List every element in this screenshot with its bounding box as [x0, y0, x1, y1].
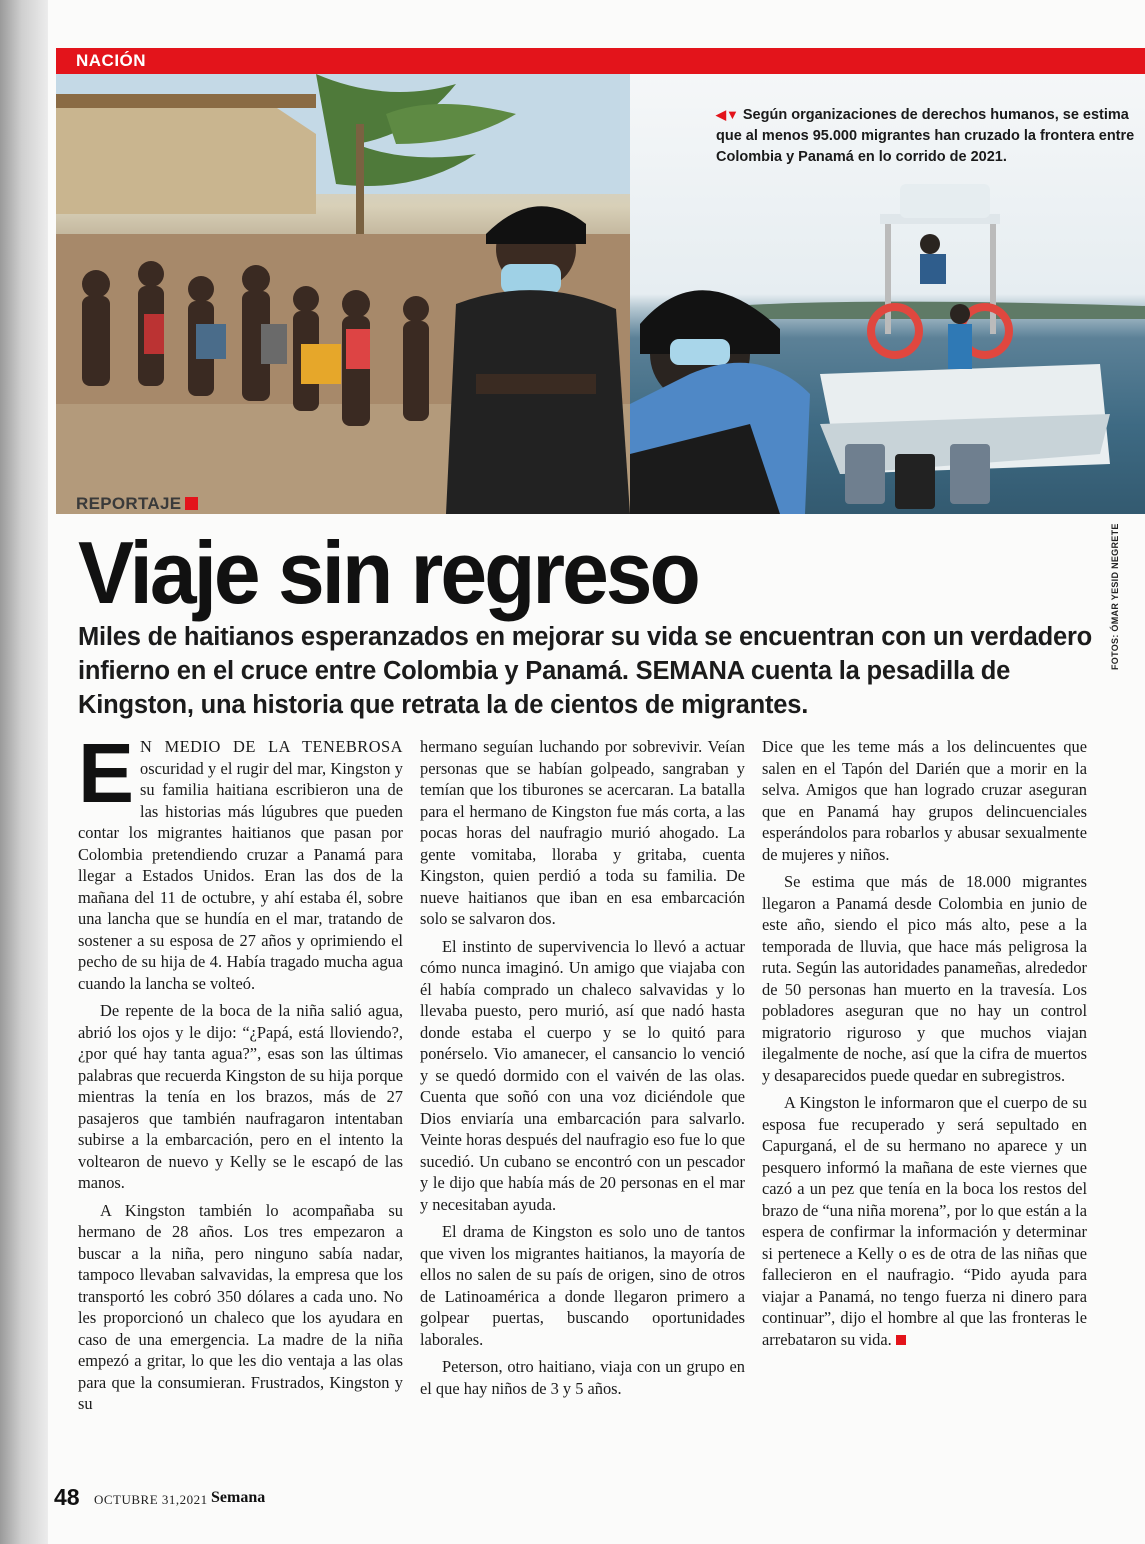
body-paragraph-5: El drama de Kingston es solo uno de tantos que viven los migrantes haitianos, la mayoría de ellos no salen de su país de origen, sino de otros de Latinoamérica a donde llegaron primero a golpear puertas, buscando oportunidades laborales. — [420, 1222, 745, 1349]
photo-caption — [716, 104, 1136, 168]
deck-subtitle: Miles de haitianos esperanzados en mejorar su vida se encuentran con un verdadero infierno en el cruce entre Colombia y Panamá. SEMANA cuenta la pesadilla de Kingston, una historia que retrata la de cientos de migrantes. — [78, 623, 1093, 719]
magazine-brand: Semana — [211, 1489, 266, 1506]
body-paragraph-7: Se estima que más de 18.000 migrantes llegaron a Panamá desde Colombia en junio de este año, siendo el pico más alto, pese a la temporada de lluvia, que hace más peligrosa la ruta. Según las autoridades panameñas, alrededor de 50 personas han muerto en la travesía. Los pobladores aseguran que no hay un control migratorio riguroso y que muchos viajan ilegalmente de noche, así que la cifra de muertos y desaparecidos puede quedar en subregistros. — [762, 872, 1087, 1085]
body-column-2 — [420, 736, 745, 1405]
body-paragraph-4: El instinto de supervivencia lo llevó a actuar cómo nunca imaginó. Un amigo que viajaba con él había comprado un chaleco salvavidas y lo llevaba puesto, pero murió, así que nadó hasta donde estaba el cuerpo y se lo quitó para ponérselo. Vio amanecer, el cansancio lo venció y se quedó dormido con el vaivén de las olas. Cuenta que soñó con una voz diciéndole que Dios enviaría una embarcación para salvarlo. Veinte horas después del naufragio eso fue lo que sucedió. Un cubano se encontró con un pescador y le dijo que había más de 20 personas en el mar y necesitaban ayuda. — [420, 936, 745, 1214]
photo-credit: FOTOS: ÓMAR YESID NEGRETE — [1110, 523, 1120, 670]
paragraph-8-text: A Kingston le informaron que el cuerpo de su esposa fue recuperado y será sepultado en Capurganá, el de su hermano no aparece y un pesquero informó la mañana de este viernes que cazó a un pez que tenía en la boca los restos del brazo de “una niña morena”, por lo que están a la espera de confirmar la información y determinar si pertenece a Kelly o es de otra de las niñas que fallecieron en el naufragio. “Pido ayuda para viajar a Panamá, no tengo fuerza ni dinero para continuar”, dijo el hombre al que las fronteras le arrebataron su vida. — [762, 1093, 1087, 1349]
magazine-page — [48, 0, 1145, 1544]
kicker-square-icon — [185, 497, 198, 510]
body-paragraph-3: A Kingston también lo acompañaba su hermano de 28 años. Los tres empezaron a buscar a la niña, pero ninguno sabía nadar, tampoco llevaban salvavidas, la empresa que los transportó les cobró 350 dólares a cada uno. No les proporcionó un chaleco que los ayudara en caso de una emergencia. La madre de la niña empezó a gritar, lo que les dio ventaja a las olas para que la consumieran. Frustrados, Kingston y su — [78, 1200, 403, 1413]
caption-arrow-icon: ◀▼ — [716, 107, 739, 122]
page-number: 48 — [54, 1484, 80, 1510]
photo-migrants-beach — [56, 74, 630, 514]
end-mark-icon — [896, 1335, 906, 1345]
dropcap: E — [78, 726, 135, 820]
caption-text: Según organizaciones de derechos humanos, se estima que al menos 95.000 migrantes han cruzado la frontera entre Colombia y Panamá en lo corrido de 2021. — [716, 107, 1135, 165]
photo-boat — [630, 74, 1145, 514]
body-paragraph-8 — [762, 1092, 1087, 1350]
page-spine-shadow — [0, 0, 48, 1544]
body-column-3 — [762, 736, 1087, 1356]
photo-migrants-illustration — [56, 74, 630, 514]
section-label: NACIÓN — [76, 51, 147, 70]
body-paragraph-1 — [78, 726, 403, 994]
body-paragraph-6: Peterson, otro haitiano, viaja con un grupo en el que hay niños de 3 y 5 años. — [420, 1357, 745, 1398]
body-paragraph-6-cont: Dice que les teme más a los delincuentes que salen en el Tapón del Darién que a morir en la selva. Amigos que han logrado cruzar aseguran que en Panamá hay grupos delincuenciales esperándolos para robarlos y abusar sexualmente de mujeres y niños. — [762, 737, 1087, 864]
headline: Viaje sin regreso — [78, 523, 698, 622]
body-column-1 — [78, 726, 403, 1421]
paragraph-1-text: oscuridad y el rugir del mar, Kingston y su familia haitiana escribieron una de las historias más lúgubres que pueden contar los migrantes haitianos que pasan por Colombia pretendiendo cruzar a Panamá para llegar a Estados Unidos. Eran las dos de la mañana del 11 de octubre, y ahí estaba él, sobre una lancha que se hundía en el mar, tratando de sostener a su esposa de 27 años y oprimiendo el pecho de su hija de 4. Había tragado mucha agua cuando la lancha se volteó. — [78, 758, 403, 993]
section-bar — [56, 48, 1145, 74]
issue-date: OCTUBRE 31,2021 — [94, 1492, 208, 1507]
body-paragraph-2: De repente de la boca de la niña salió agua, abrió los ojos y le dijo: “¿Papá, está lloviendo?, ¿por qué hay tanta agua?”, esas son las últimas palabras que recuerda Kingston de su hija porque mientras la tenía en los brazos, más de 27 pasajeros que también naufragaron intentaban subirse a la embarcación, pero en el intento la voltearon de nuevo y Kelly se le escapó de las manos. — [78, 1001, 403, 1192]
body-paragraph-3-cont: hermano seguían luchando por sobrevivir. Veían personas que se habían golpeado, sangraban y temían que los tiburones se acercaran. La batalla para el hermano de Kingston fue más corta, a las pocas horas del naufragio murió ahogado. La gente vomitaba, lloraba y gritaba, cuenta Kingston, quien perdió a toda su familia. De nueve haitianos que iban en esa embarcación solo se salvaron dos. — [420, 737, 745, 928]
kicker-label: REPORTAJE — [76, 494, 182, 513]
lead-caps: N MEDIO DE LA TENEBROSA — [140, 737, 403, 756]
kicker — [76, 494, 198, 514]
